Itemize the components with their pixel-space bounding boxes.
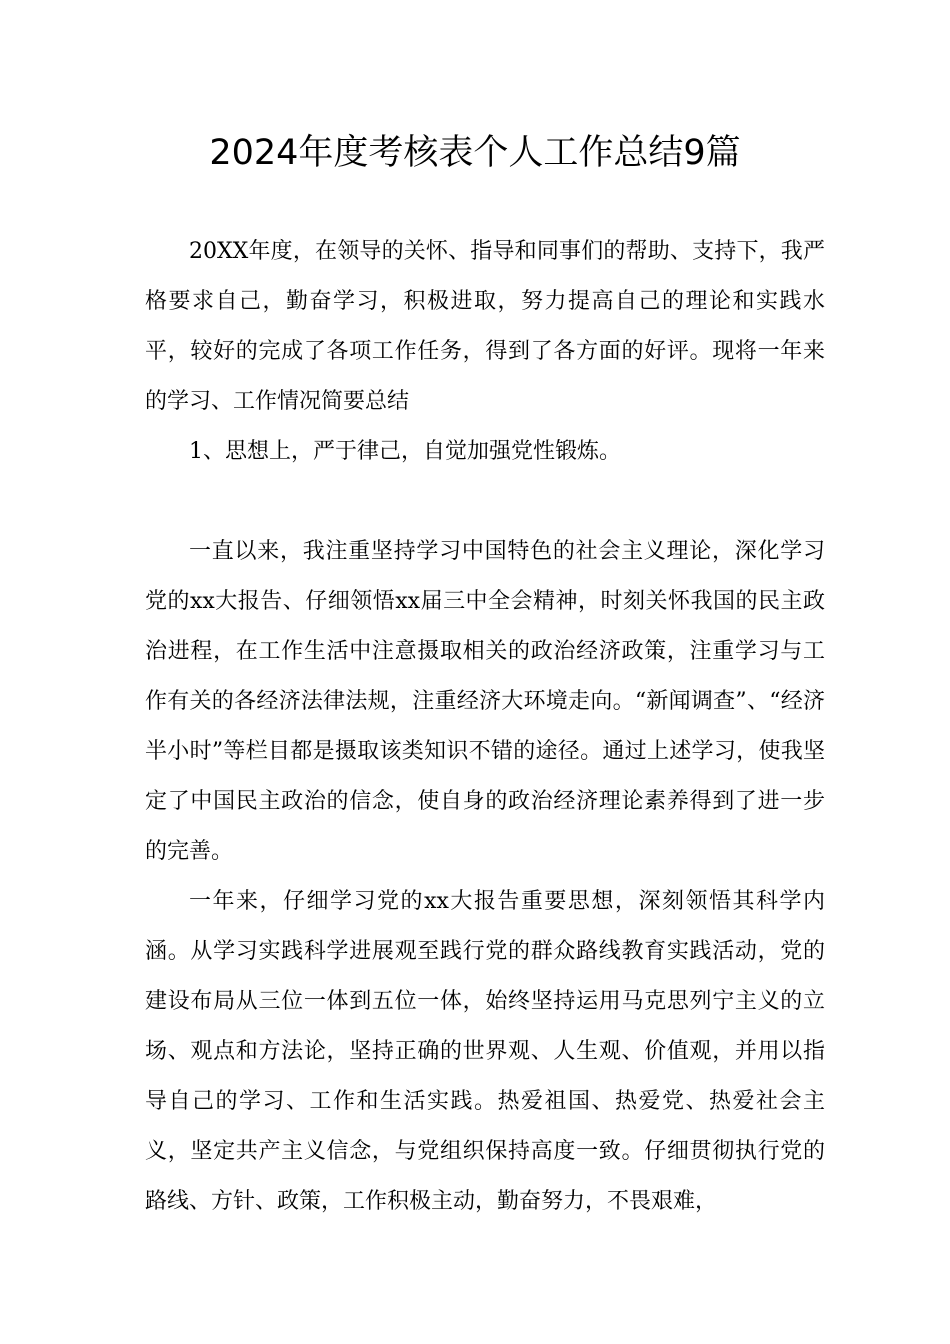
paragraph-year-review: 一年来，仔细学习党的xx大报告重要思想，深刻领悟其科学内涵。从学习实践科学进展观至践行党的群众路线教育实践活动，党的建设布局从三位一体到五位一体，始终坚持运用马克思列宁主义的立场、观点和方法论，坚持正确的世界观、人生观、价值观，并用以指导自己的学习、工作和生活实践。热爱祖国、热爱党、热爱社会主义，坚定共产主义信念，与党组织保持高度一致。仔细贯彻执行党的路线、方针、政策，工作积极主动，勤奋努力，不畏艰难， xyxy=(145,889,825,1214)
paragraph-intro: 20XX年度，在领导的关怀、指导和同事们的帮助、支持下，我严格要求自己，勤奋学习，积极进取，努力提高自己的理论和实践水平，较好的完成了各项工作任务，得到了各方面的好评。现将一年来的学习、工作情况简要总结 xyxy=(145,239,825,414)
document-body xyxy=(145,227,825,1227)
paragraph-heading-1: 1、思想上，严于律己，自觉加强党性锻炼。 xyxy=(189,439,621,464)
paragraph-spacer xyxy=(145,477,825,527)
paragraph-study: 一直以来，我注重坚持学习中国特色的社会主义理论，深化学习党的xx大报告、仔细领悟xx届三中全会精神，时刻关怀我国的民主政治进程，在工作生活中注意摄取相关的政治经济政策，注重学习与工作有关的各经济法律法规，注重经济大环境走向。“新闻调查”、“经济半小时”等栏目都是摄取该类知识不错的途径。通过上述学习，使我坚定了中国民主政治的信念，使自身的政治经济理论素养得到了进一步的完善。 xyxy=(145,539,825,864)
document-title: 2024年度考核表个人工作总结9篇 xyxy=(209,133,741,173)
